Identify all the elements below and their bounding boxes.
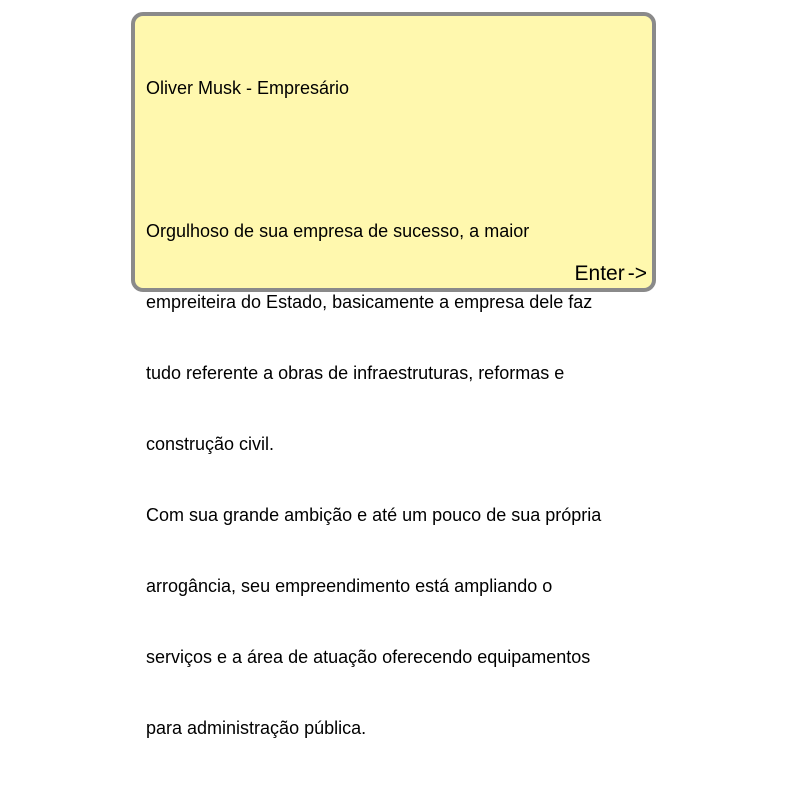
dialog-text bbox=[146, 30, 651, 789]
dialog-line: para administração pública. bbox=[146, 718, 367, 739]
dialog-line: arrogância, seu empreendimento está ampliando o bbox=[146, 576, 553, 597]
dialog-line: tudo referente a obras de infraestruturas, reformas e bbox=[146, 362, 565, 383]
dialog-line: serviços e a área de atuação oferecendo equipamentos bbox=[146, 647, 591, 668]
arrow-right-icon: -> bbox=[627, 262, 647, 285]
dialog-line: Orgulhoso de sua empresa de sucesso, a maior bbox=[146, 220, 530, 241]
dialog-line: Com sua grande ambição e até um pouco de sua própria bbox=[146, 505, 602, 526]
dialog-line: empreiteira do Estado, basicamente a empresa dele faz bbox=[146, 291, 593, 312]
dialog-line: construção civil. bbox=[146, 433, 275, 454]
dialog-line bbox=[146, 149, 651, 173]
speaker-name: Oliver Musk - Empresário bbox=[146, 78, 350, 99]
continue-button[interactable] bbox=[575, 261, 647, 287]
dialog-box bbox=[131, 12, 656, 739]
continue-label: Enter bbox=[574, 262, 625, 285]
